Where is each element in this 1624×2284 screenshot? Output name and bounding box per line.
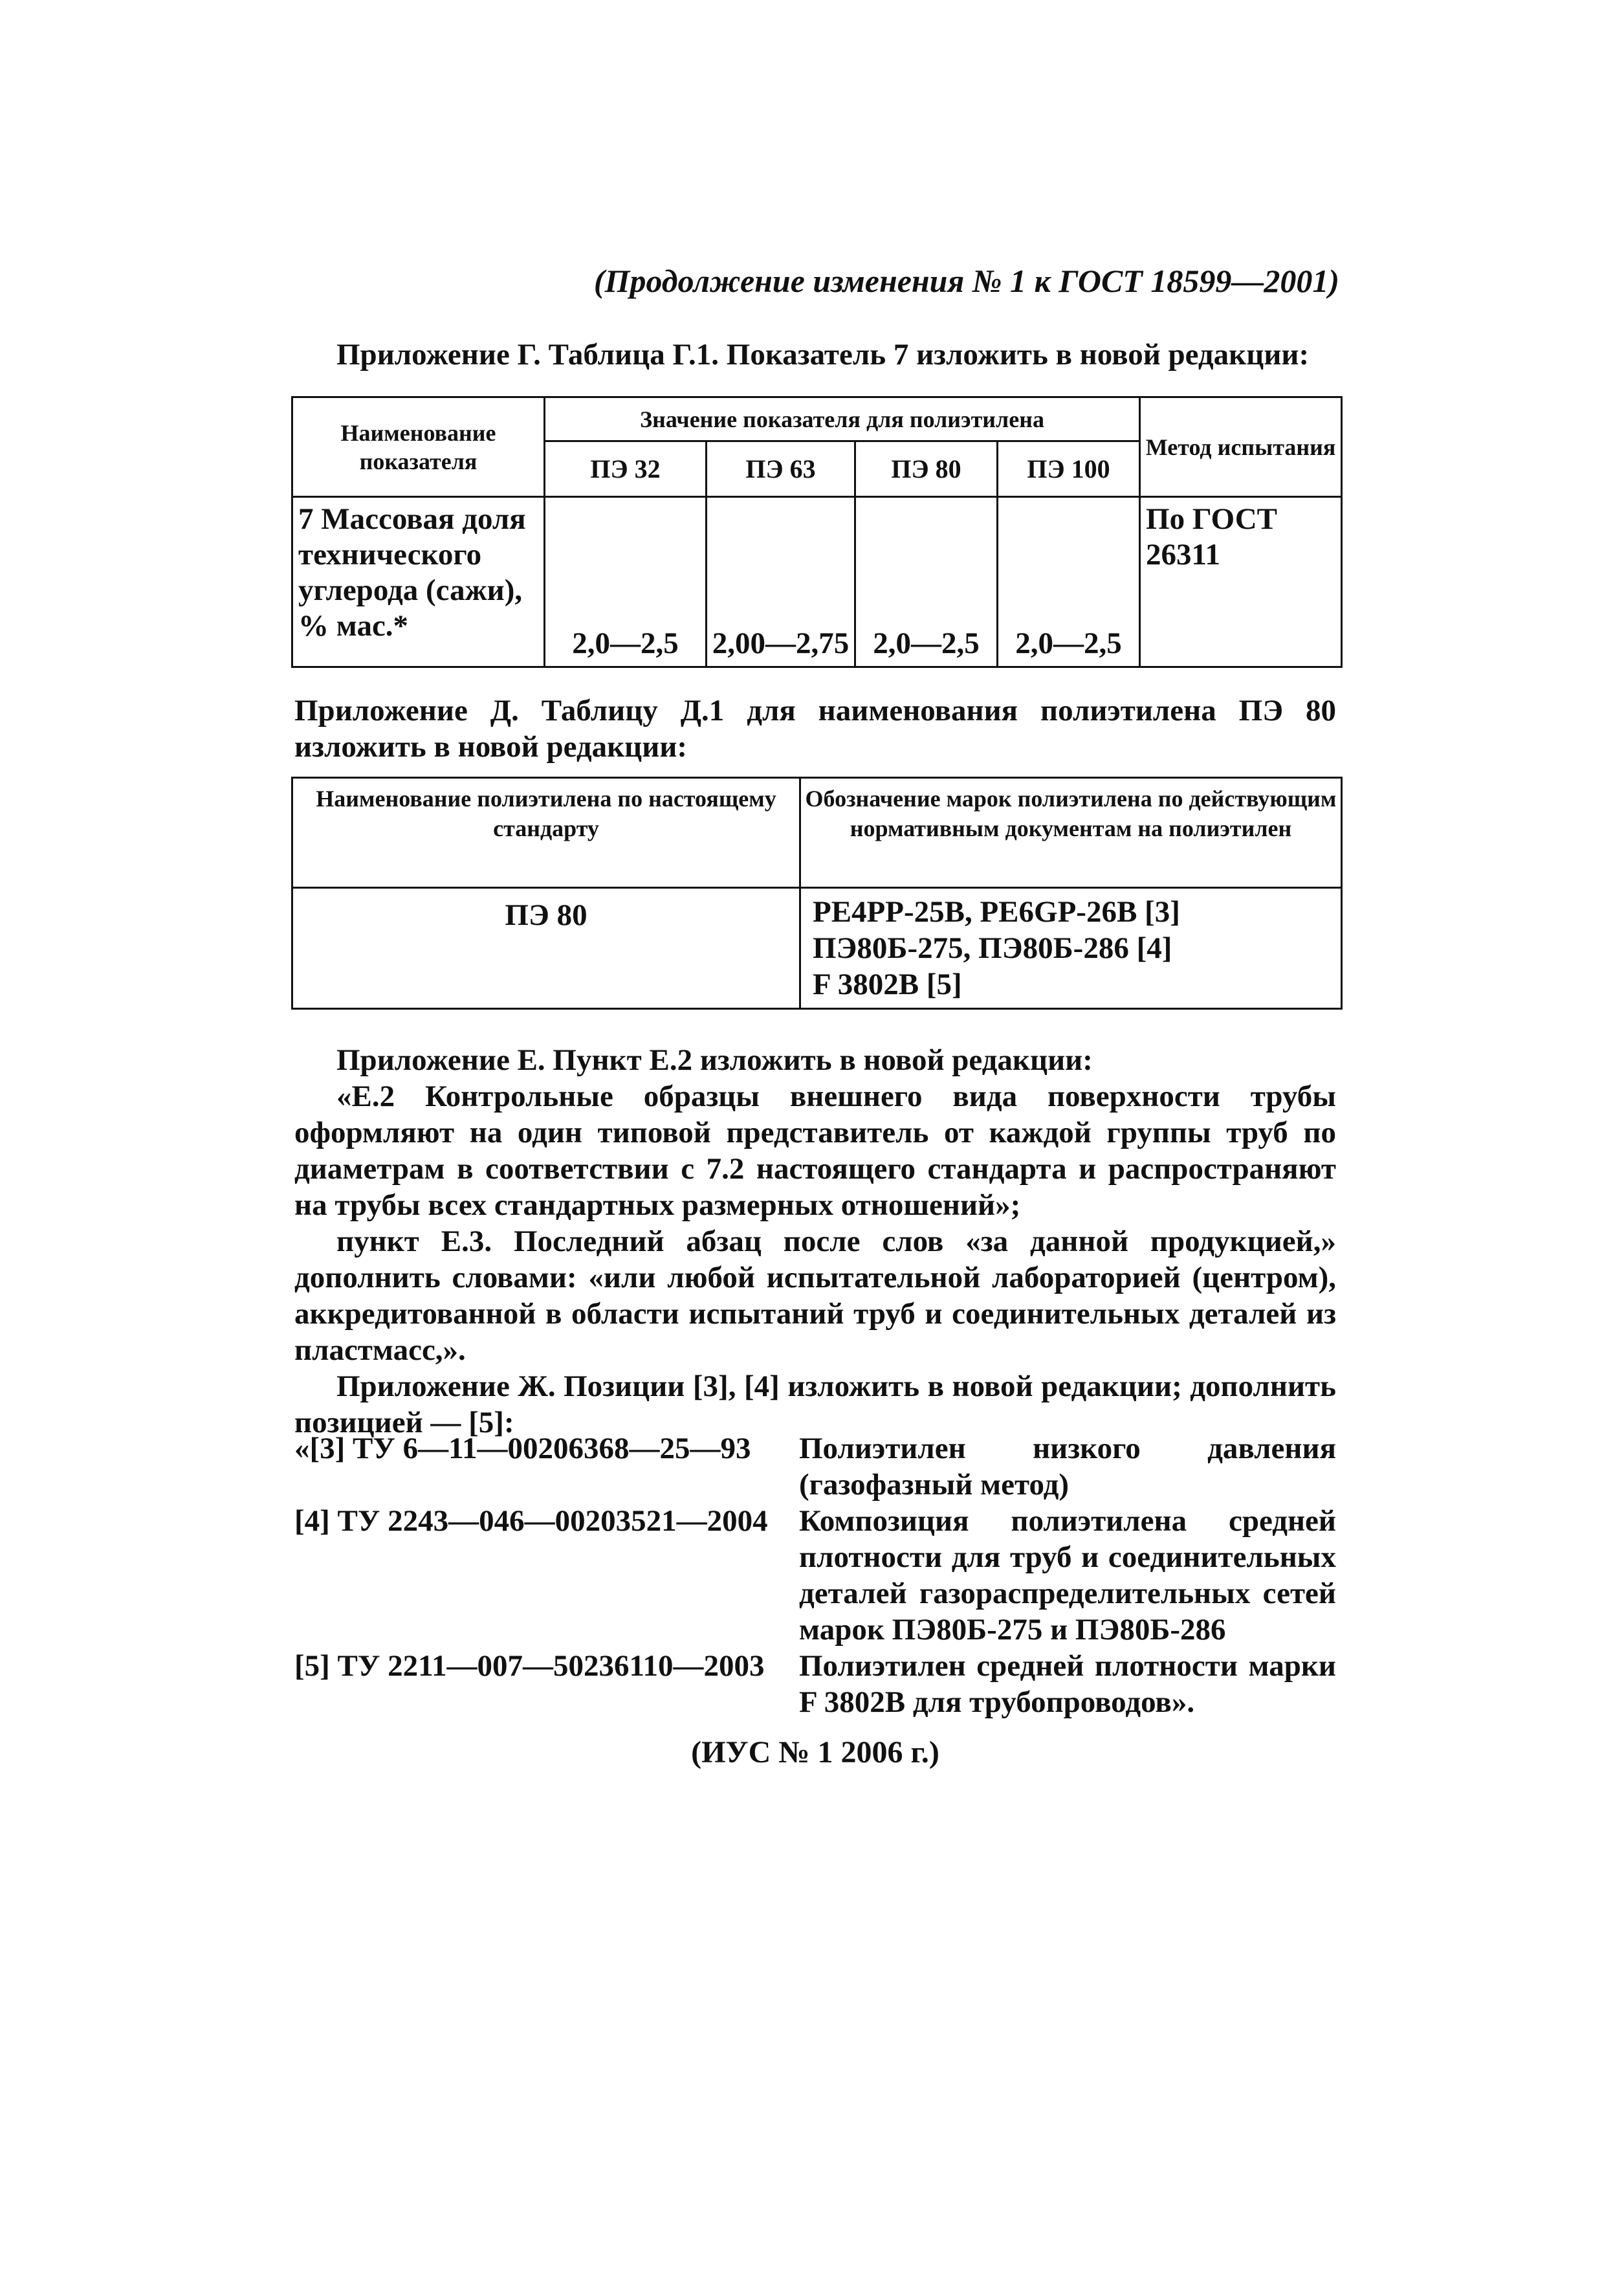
section-e-p3: пункт Е.3. Последний абзац после слов «за данной продукцией,» дополнить словами: «или любой испытательной лабораторией (центром), аккредитованной в области испытаний труб и соединительных деталей из пластмасс,». <box>294 1225 1336 1367</box>
reference-item <box>294 1503 1336 1648</box>
row-value: 2,0—2,5 <box>855 497 998 667</box>
row-name: 7 Массовая доля технического углерода (сажи), % мас.* <box>292 497 545 667</box>
reference-desc: Композиция полиэтилена средней плотности для труб и соединительных деталей газораспределительных сетей марок ПЭ80Б-275 и ПЭ80Б-286 <box>799 1504 1336 1646</box>
grade-header: ПЭ 80 <box>855 441 998 497</box>
reference-desc: Полиэтилен средней плотности марки F 3802B для трубопроводов». <box>799 1649 1336 1719</box>
grade-header: ПЭ 100 <box>998 441 1140 497</box>
section-e <box>294 1042 1336 1441</box>
section-e-p1: Приложение Е. Пункт Е.2 изложить в новой редакции: <box>336 1043 1093 1077</box>
mark-line: F 3802B [5] <box>813 968 962 1001</box>
row-polyethylene-name: ПЭ 80 <box>292 888 800 1009</box>
reference-item <box>294 1648 1336 1720</box>
references-list <box>294 1430 1336 1720</box>
grade-header: ПЭ 63 <box>707 441 855 497</box>
reference-item <box>294 1430 1336 1503</box>
mark-line: PE4PP-25B, PE6GP-26B [3] <box>813 895 1180 929</box>
section-zh-p4: Приложение Ж. Позиции [3], [4] изложить в новой редакции; дополнить позицией — [5]: <box>294 1369 1336 1439</box>
header-values: Значение показателя для полиэтилена <box>545 397 1140 441</box>
row-value: 2,0—2,5 <box>998 497 1140 667</box>
row-polyethylene-marks <box>800 888 1342 1009</box>
header-polyethylene-marks: Обозначение марок полиэтилена по действующим нормативным документам на полиэтилен <box>800 778 1342 888</box>
reference-code: [4] ТУ 2243—046—00203521—2004 <box>294 1504 768 1538</box>
page-footer: (ИУС № 1 2006 г.) <box>691 1735 939 1769</box>
section-e-p2: «Е.2 Контрольные образцы внешнего вида поверхности трубы оформляют на один типовой представитель от каждой группы труб по диаметрам в соответствии с 7.2 настоящего стандарта и распространяют на трубы всех стандартных размерных отношений»; <box>294 1080 1336 1222</box>
header-name: Наименование показателя <box>292 397 545 497</box>
row-method: По ГОСТ 26311 <box>1140 497 1342 667</box>
page-header: (Продолжение изменения № 1 к ГОСТ 18599—2001) <box>593 263 1339 299</box>
row-value: 2,0—2,5 <box>545 497 707 667</box>
section-g-intro: Приложение Г. Таблица Г.1. Показатель 7 изложить в новой редакции: <box>336 338 1310 371</box>
table-g1 <box>291 396 1343 668</box>
section-d-intro: Приложение Д. Таблицу Д.1 для наименования полиэтилена ПЭ 80 изложить в новой редакции: <box>294 694 1336 764</box>
reference-code: «[3] ТУ 6—11—00206368—25—93 <box>294 1432 751 1465</box>
grade-header: ПЭ 32 <box>545 441 707 497</box>
header-method: Метод испытания <box>1140 397 1342 497</box>
reference-desc: Полиэтилен низкого давления (газофазный метод) <box>799 1432 1336 1502</box>
mark-line: ПЭ80Б-275, ПЭ80Б-286 [4] <box>813 931 1172 965</box>
table-d1 <box>291 777 1343 1010</box>
header-polyethylene-name: Наименование полиэтилена по настоящему стандарту <box>292 778 800 888</box>
row-value: 2,00—2,75 <box>707 497 855 667</box>
reference-code: [5] ТУ 2211—007—50236110—2003 <box>294 1649 765 1683</box>
